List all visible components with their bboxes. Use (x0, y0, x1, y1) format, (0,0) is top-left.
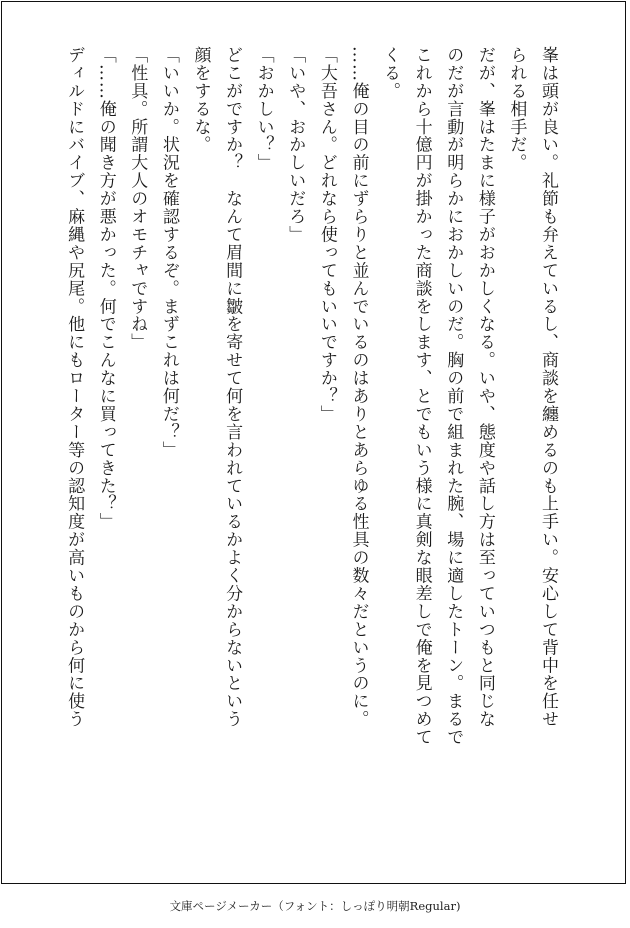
text-line-4: のだが言動が明らかにおかしいのだ。胸の前で組まれた腕、場に適したトーン。まるで (443, 46, 464, 747)
text-line-16: ディルドにバイブ、麻縄や尻尾。他にもローター等の認知度が高いものから何に使う (64, 46, 85, 729)
text-line-5: これから十億円が掛かった商談をします、とでもいう様に真剣な眼差しで俺を見つめて (411, 46, 432, 747)
text-line-6: くる。 (380, 46, 401, 100)
text-line-12: 顔をするな。 (190, 46, 211, 154)
text-line-15: 「……俺の聞き方が悪かった。何でこんなに買ってきた？」 (95, 46, 116, 531)
text-line-10: 「おかしい？」 (253, 46, 274, 172)
text-line-7: ……俺の目の前にずらりと並んでいるのはありとあらゆる性具の数々だというのに。 (348, 46, 369, 729)
vertical-text-body (58, 46, 564, 846)
text-line-3: だが、峯はたまに様子がおかしくなる。いや、態度や話し方は至っていつもと同じな (474, 46, 495, 729)
text-line-11: どこがですか？ なんて眉間に皺を寄せて何を言われているかよく分からないという (222, 46, 243, 729)
footer-credit: 文庫ページメーカー（フォント：しっぽり明朝Regular) (169, 899, 461, 913)
text-line-13: 「いいか。状況を確認するぞ。まずこれは何だ？」 (158, 46, 179, 459)
text-line-1: 峯は頭が良い。礼節も弁えているし、商談を纏めるのも上手い。安心して背中を任せ (538, 46, 558, 729)
text-line-8: 「大吾さん。どれなら使ってもいいですか？」 (316, 46, 337, 423)
page-frame (1, 1, 626, 884)
text-line-14: 「性具。所謂大人のオモチャですね」 (127, 46, 148, 352)
text-line-2: られる相手だ。 (506, 46, 527, 172)
text-line-9: 「いや、おかしいだろ」 (285, 46, 306, 244)
